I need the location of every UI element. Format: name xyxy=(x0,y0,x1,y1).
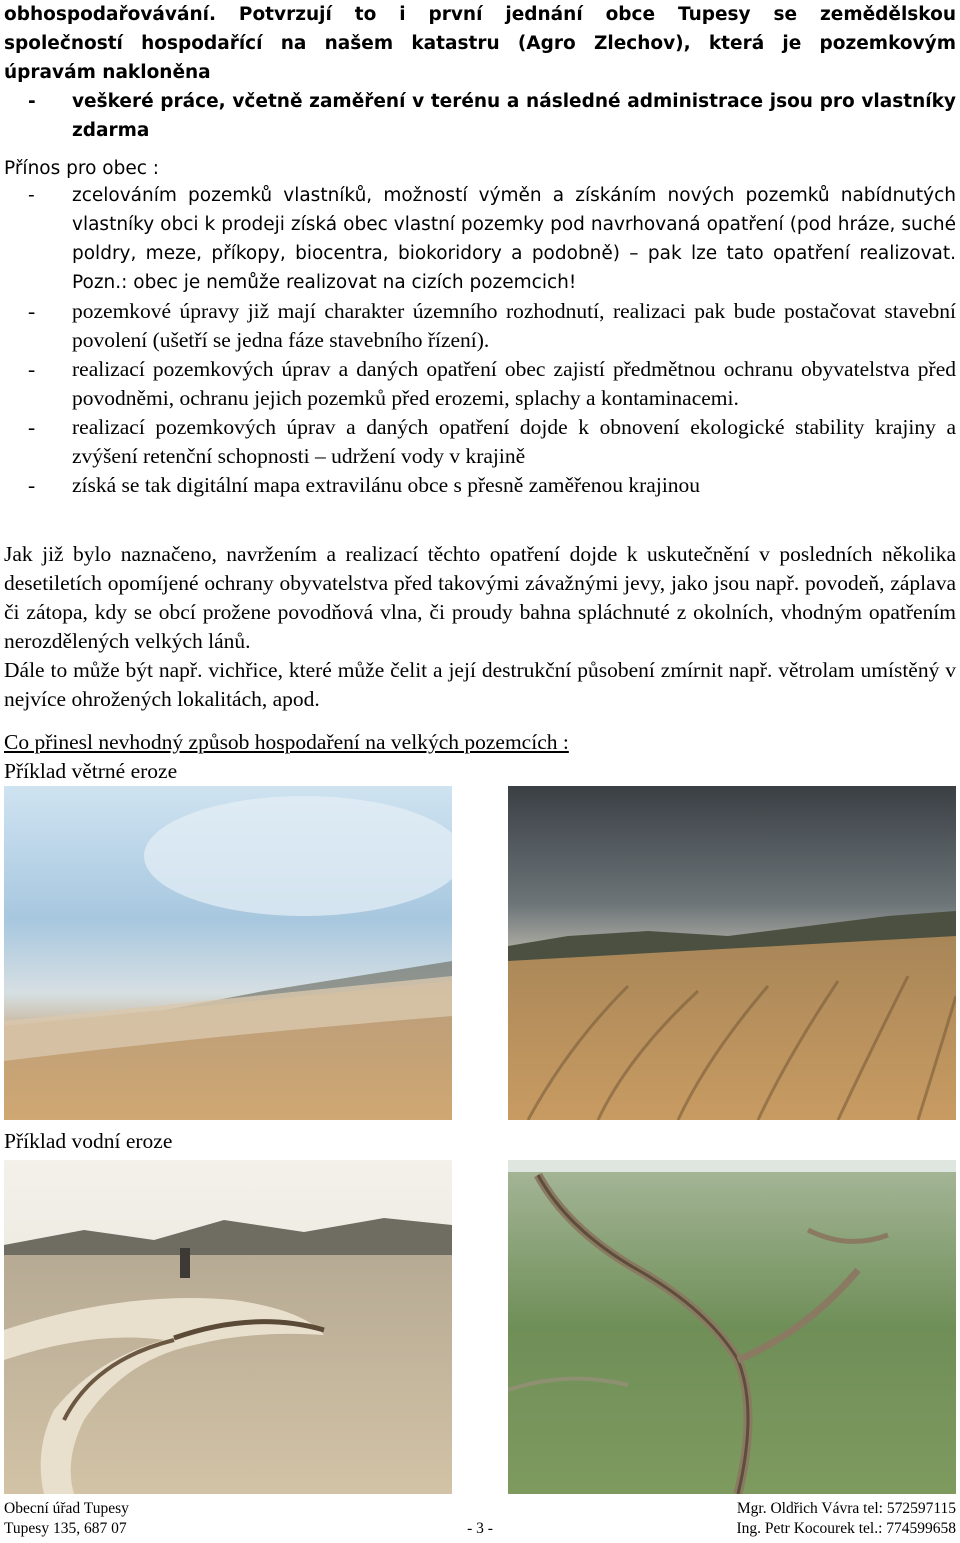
paragraph-1: Jak již bylo naznačeno, navržením a realizací těchto opatření dojde k uskutečnění v posledních několika desetiletích opomíjené ochrany obyvatelstva před takovými závažnými jevy, jako jsou např. povodeň, záplava či zátopa, kdy se obcí prožene povodňová vlna, či proudy bahna spláchnuté z okolních, vhodným opatřením nerozdělených velkých lánů. xyxy=(4,542,956,653)
intro-line-1: obhospodařovávání. Potvrzují to i první jednání obce Tupesy se zemědělskou xyxy=(4,4,956,25)
main-paragraph xyxy=(4,540,956,714)
list-dash: - xyxy=(28,415,36,439)
list-item-text: pozemkové úpravy již mají charakter územního rozhodnutí, realizaci pak bude postačovat stavební povolení (ušetří se jedna fáze stavebního řízení). xyxy=(72,299,956,352)
list-item-text: realizací pozemkových úprav a daných opatření dojde k obnovení ekologické stability krajiny a zvýšení retenční schopnosti – udržení vody v krajině xyxy=(72,415,956,468)
list-dash: - xyxy=(28,299,36,323)
list-item xyxy=(4,297,956,355)
wind-erosion-photo-2 xyxy=(508,786,956,1120)
list-item xyxy=(4,471,956,500)
paragraph-2: Dále to může být např. vichřice, které může čelit a její destrukční působení zmírnit např. větrolam umístěný v nejvíce ohrožených lokalitách, apod. xyxy=(4,658,956,711)
wind-erosion-photo-1 xyxy=(4,786,452,1120)
page-number: - 3 - xyxy=(467,1520,493,1537)
list-item xyxy=(4,413,956,471)
list-dash: - xyxy=(28,185,35,206)
intro-line-3: úpravám nakloněna xyxy=(4,62,211,83)
section-heading: Co přinesl nevhodný způsob hospodaření na velkých pozemcích : xyxy=(4,730,569,754)
list-item-text: získá se tak digitální mapa extravilánu obce s přesně zaměřenou krajinou xyxy=(72,473,701,497)
footer-contact-2: Ing. Petr Kocourek tel.: 774599658 xyxy=(736,1520,956,1537)
list-item-text: realizací pozemkových úprav a daných opatření obec zajistí předmětnou ochranu obyvatelstva před povodněmi, ochranu jejich pozemků před erozemi, splachy a kontaminacemi. xyxy=(72,357,956,410)
list-item xyxy=(4,355,956,413)
intro-list-item xyxy=(4,87,956,145)
footer-contact-1: Mgr. Oldřich Vávra tel: 572597115 xyxy=(736,1500,956,1517)
footer-office: Obecní úřad Tupesy xyxy=(4,1500,129,1517)
benefits-title: Přínos pro obec : xyxy=(4,158,160,179)
list-item xyxy=(4,181,956,297)
footer-address: Tupesy 135, 687 07 xyxy=(4,1520,127,1537)
intro-line-2: společností hospodařící na našem katastru (Agro Zlechov), která je pozemkovým xyxy=(4,33,956,54)
water-erosion-photo-2 xyxy=(508,1160,956,1494)
list-dash: - xyxy=(28,357,36,381)
wind-erosion-label: Příklad větrné eroze xyxy=(4,759,178,783)
benefits-list xyxy=(4,181,956,500)
list-dash: - xyxy=(28,91,36,112)
water-erosion-label: Příklad vodní eroze xyxy=(4,1129,173,1153)
intro-block xyxy=(4,0,956,145)
water-erosion-photo-1 xyxy=(4,1160,452,1494)
list-dash: - xyxy=(28,473,36,497)
page-footer xyxy=(0,1498,960,1543)
intro-item-text: veškeré práce, včetně zaměření v terénu a následné administrace jsou pro vlastníky zdarma xyxy=(72,91,956,141)
list-item-text: zcelováním pozemků vlastníků, možností výměn a získáním nových pozemků nabídnutých vlastníky obci k prodeji získá obec vlastní pozemky pod navrhovaná opatření (pod hráze, suché poldry, meze, příkopy, biocentra, biokoridory a podobně) – pak lze tato opatření realizovat. Pozn.: obec je nemůže realizovat na cizích pozemcich! xyxy=(72,185,956,293)
